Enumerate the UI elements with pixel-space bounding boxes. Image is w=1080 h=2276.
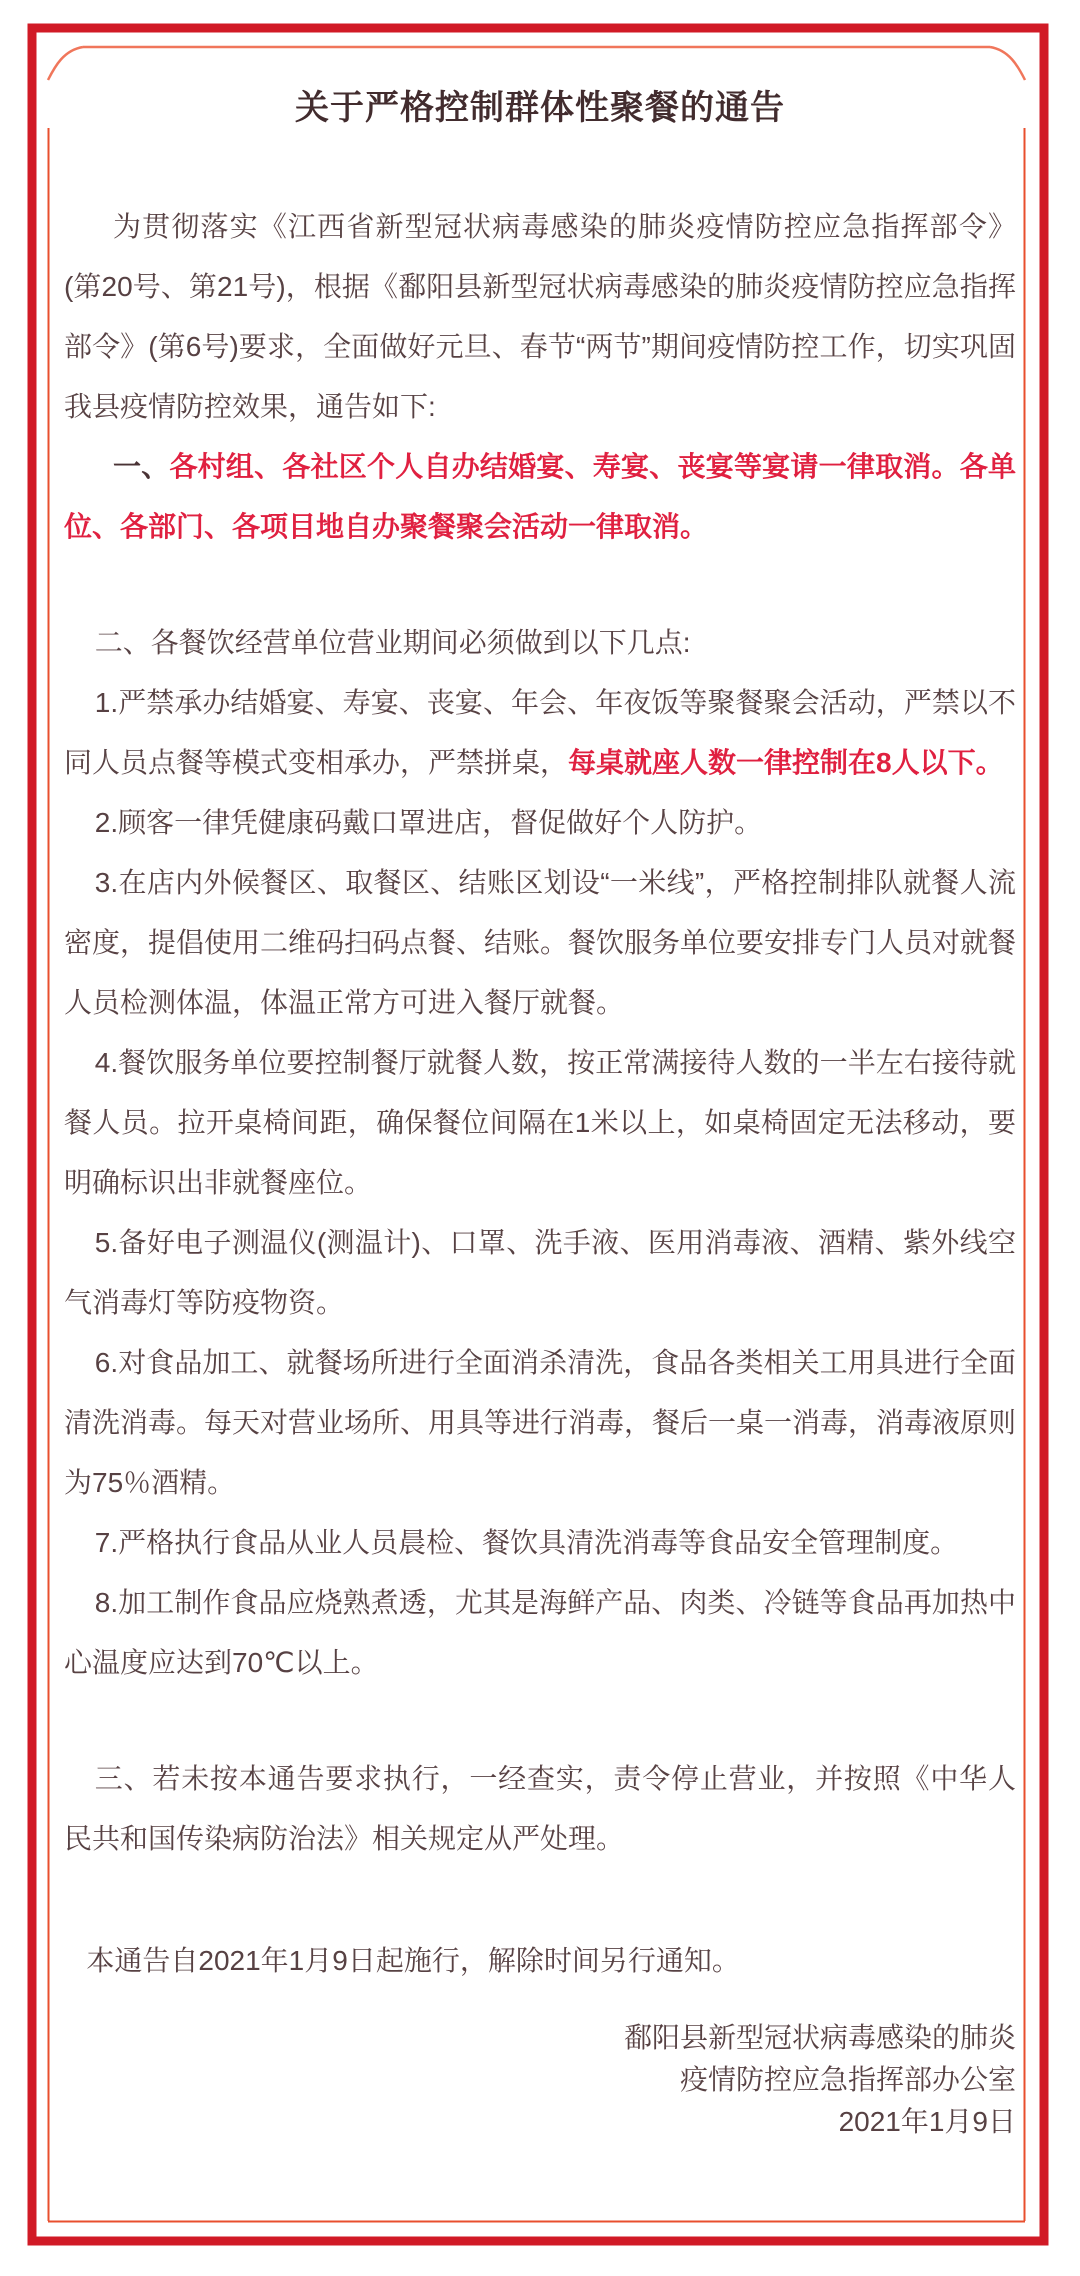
item-3-paragraph: 3.在店内外候餐区、取餐区、结账区划设“一米线”，严格控制排队就餐人流密度，提倡使用二维码扫码点餐、结账。餐饮服务单位要安排专门人员对就餐人员检测体温，体温正常方可进入餐厅就餐。 (64, 867, 1017, 1018)
item-1-text: 1.严禁承办结婚宴、寿宴、丧宴、年会、年夜饭等聚餐聚会活动，严禁以不同人员点餐等模式变相承办，严禁拼桌， (64, 687, 1016, 778)
section-3-paragraph: 三、若未按本通告要求执行，一经查实，责令停止营业，并按照《中华人民共和国传染病防治法》相关规定从严处理。 (64, 1763, 1016, 1854)
signature-block (64, 2017, 1016, 2143)
item-4-paragraph: 4.餐饮服务单位要控制餐厅就餐人数，按正常满接待人数的一半左右接待就餐人员。拉开桌椅间距，确保餐位间隔在1米以上，如桌椅固定无法移动，要明确标识出非就餐座位。 (64, 1047, 1016, 1198)
item-1-paragraph (64, 673, 1016, 793)
signature-line-1: 鄱阳县新型冠状病毒感染的肺炎 (623, 2022, 1016, 2053)
item-6-paragraph: 6.对食品加工、就餐场所进行全面消杀清洗，食品各类相关工用具进行全面清洗消毒。每天对营业场所、用具等进行消毒，餐后一桌一消毒，消毒液原则为75％酒精。 (64, 1347, 1017, 1498)
notice-body (64, 197, 1016, 2143)
section-1-marker: 一、 (113, 451, 170, 482)
item-2-paragraph: 2.顾客一律凭健康码戴口罩进店，督促做好个人防护。 (94, 807, 763, 838)
item-5-paragraph: 5.备好电子测温仪(测温计)、口罩、洗手液、医用消毒液、酒精、紫外线空气消毒灯等防疫物资。 (64, 1227, 1016, 1318)
item-1-highlight: 每桌就座人数一律控制在8人以下。 (568, 747, 1004, 778)
notice-content (64, 47, 1016, 2143)
signature-line-2: 疫情防控应急指挥部办公室 (679, 2064, 1016, 2095)
item-8-paragraph: 8.加工制作食品应烧熟煮透，尤其是海鲜产品、肉类、冷链等食品再加热中心温度应达到70℃以上。 (64, 1587, 1016, 1678)
notice-title: 关于严格控制群体性聚餐的通告 (295, 89, 785, 127)
section-1-text: 各村组、各社区个人自办结婚宴、寿宴、丧宴等宴请一律取消。各单位、各部门、各项目地自办聚餐聚会活动一律取消。 (64, 451, 1016, 542)
item-7-paragraph: 7.严格执行食品从业人员晨检、餐饮具清洗消毒等食品安全管理制度。 (94, 1527, 959, 1558)
signature-date: 2021年1月9日 (838, 2106, 1016, 2137)
section-2-heading: 二、各餐饮经营单位营业期间必须做到以下几点: (94, 627, 691, 658)
intro-paragraph: 为贯彻落实《江西省新型冠状病毒感染的肺炎疫情防控应急指挥部令》(第20号、第21号)，根据《鄱阳县新型冠状病毒感染的肺炎疫情防控应急指挥部令》(第6号)要求，全面做好元旦、春节“两节”期间疫情防控工作，切实巩固我县疫情防控效果，通告如下: (64, 211, 1016, 422)
section-1-paragraph (64, 437, 1016, 557)
effective-date-paragraph: 本通告自2021年1月9日起施行，解除时间另行通知。 (86, 1945, 740, 1976)
